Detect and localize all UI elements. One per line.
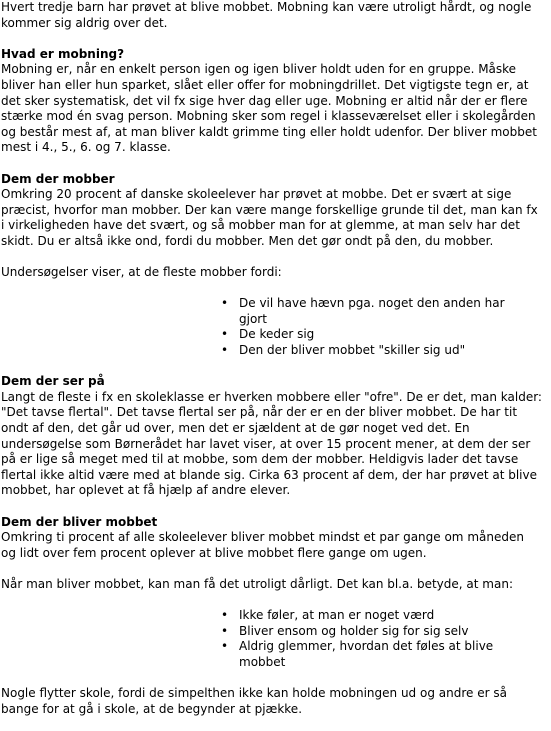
- section-body-bullies: Omkring 20 procent af danske skoleelever har prøvet at mobbe. Det er svært at sige præcist, hvorfor man mobber. Der kan være mange forskellige grunde til det, man kan fx i virkeligheden have det svært, og så mobber man for at glemme, at man selv har det skidt. Du er altså ikke ond, fordi du mobber. Men det gør ondt på den, du mobber.: [1, 187, 538, 248]
- list-item: • Aldrig glemmer, hvordan det føles at blive mobbet: [221, 639, 526, 670]
- list-item: • Den der bliver mobbet "skiller sig ud": [221, 343, 526, 359]
- spacer: [1, 499, 542, 515]
- list-item: • Ikke føler, at man er noget værd: [221, 608, 526, 624]
- bullies-reasons-list: [221, 296, 526, 358]
- victims-effects-lead: Når man bliver mobbet, kan man få det utroligt dårligt. Det kan bl.a. betyde, at man:: [1, 576, 513, 591]
- section-heading-what-is-bullying: Hvad er mobning?: [1, 46, 125, 61]
- intro-paragraph: Hvert tredje barn har prøvet at blive mobbet. Mobning kan være utroligt hårdt, og nogle kommer sig aldrig over det.: [1, 0, 532, 30]
- section-body-victims: Omkring ti procent af alle skoleelever bliver mobbet mindst et par gange om måneden og lidt over fem procent oplever at blive mobbet flere gange om ugen.: [1, 530, 524, 560]
- bullies-reasons-lead: Undersøgelser viser, at de fleste mobber fordi:: [1, 265, 282, 280]
- list-item: • De keder sig: [221, 327, 526, 343]
- spacer: [1, 156, 542, 172]
- spacer: [1, 281, 542, 297]
- section-body-what-is-bullying: Mobning er, når en enkelt person igen og igen bliver holdt uden for en gruppe. Måske bliver han eller hun sparket, slået eller offer for mobningdrillet. Det vigtigste tegn er, at det sker systematisk, det vil fx sige hver dag eller uge. Mobning er altid når der er flere stærke mod én svag person. Mobning sker som regel i klasseværelset eller i skolegården og består mest af, at man bliver kaldt grimme ting eller holdt udenfor. Der bliver mobbet mest i 4., 5., 6. og 7. klasse.: [1, 62, 537, 155]
- section-heading-victims: Dem der bliver mobbet: [1, 514, 158, 529]
- closing-paragraph: Nogle flytter skole, fordi de simpelthen ikke kan holde mobningen ud og andre er så bange for at gå i skole, at de begynder at pjække.: [1, 686, 507, 716]
- section-heading-bystanders: Dem der ser på: [1, 374, 105, 389]
- spacer: [1, 250, 542, 266]
- spacer: [1, 561, 542, 577]
- section-body-bystanders: Langt de fleste i fx en skoleklasse er hverken mobbere eller "ofre". De er det, man kalder: "Det tavse flertal". Det tavse flertal ser på, når der er en der bliver mobbet. De har tit ondt af den, det går ud over, men det er sjældent at de gør noget ved det. En undersøgelse som Børnerådet har lavet viser, at over 15 procent mener, at dem der ser på er lige så meget med til at mobbe, som dem der mobber. Heldigvis lader det tavse flertal ikke altid være med at blande sig. Cirka 63 procent af dem, der har prøvet at blive mobbet, har oplevet at få hjælp af andre elever.: [1, 389, 542, 498]
- list-item: • De vil have hævn pga. noget den anden har gjort: [221, 296, 526, 327]
- spacer: [1, 359, 542, 375]
- list-item: • Bliver ensom og holder sig for sig selv: [221, 624, 526, 640]
- spacer: [1, 31, 542, 47]
- section-heading-bullies: Dem der mobber: [1, 171, 115, 186]
- spacer: [1, 671, 542, 687]
- victims-effects-list: [221, 608, 526, 670]
- spacer: [1, 593, 542, 609]
